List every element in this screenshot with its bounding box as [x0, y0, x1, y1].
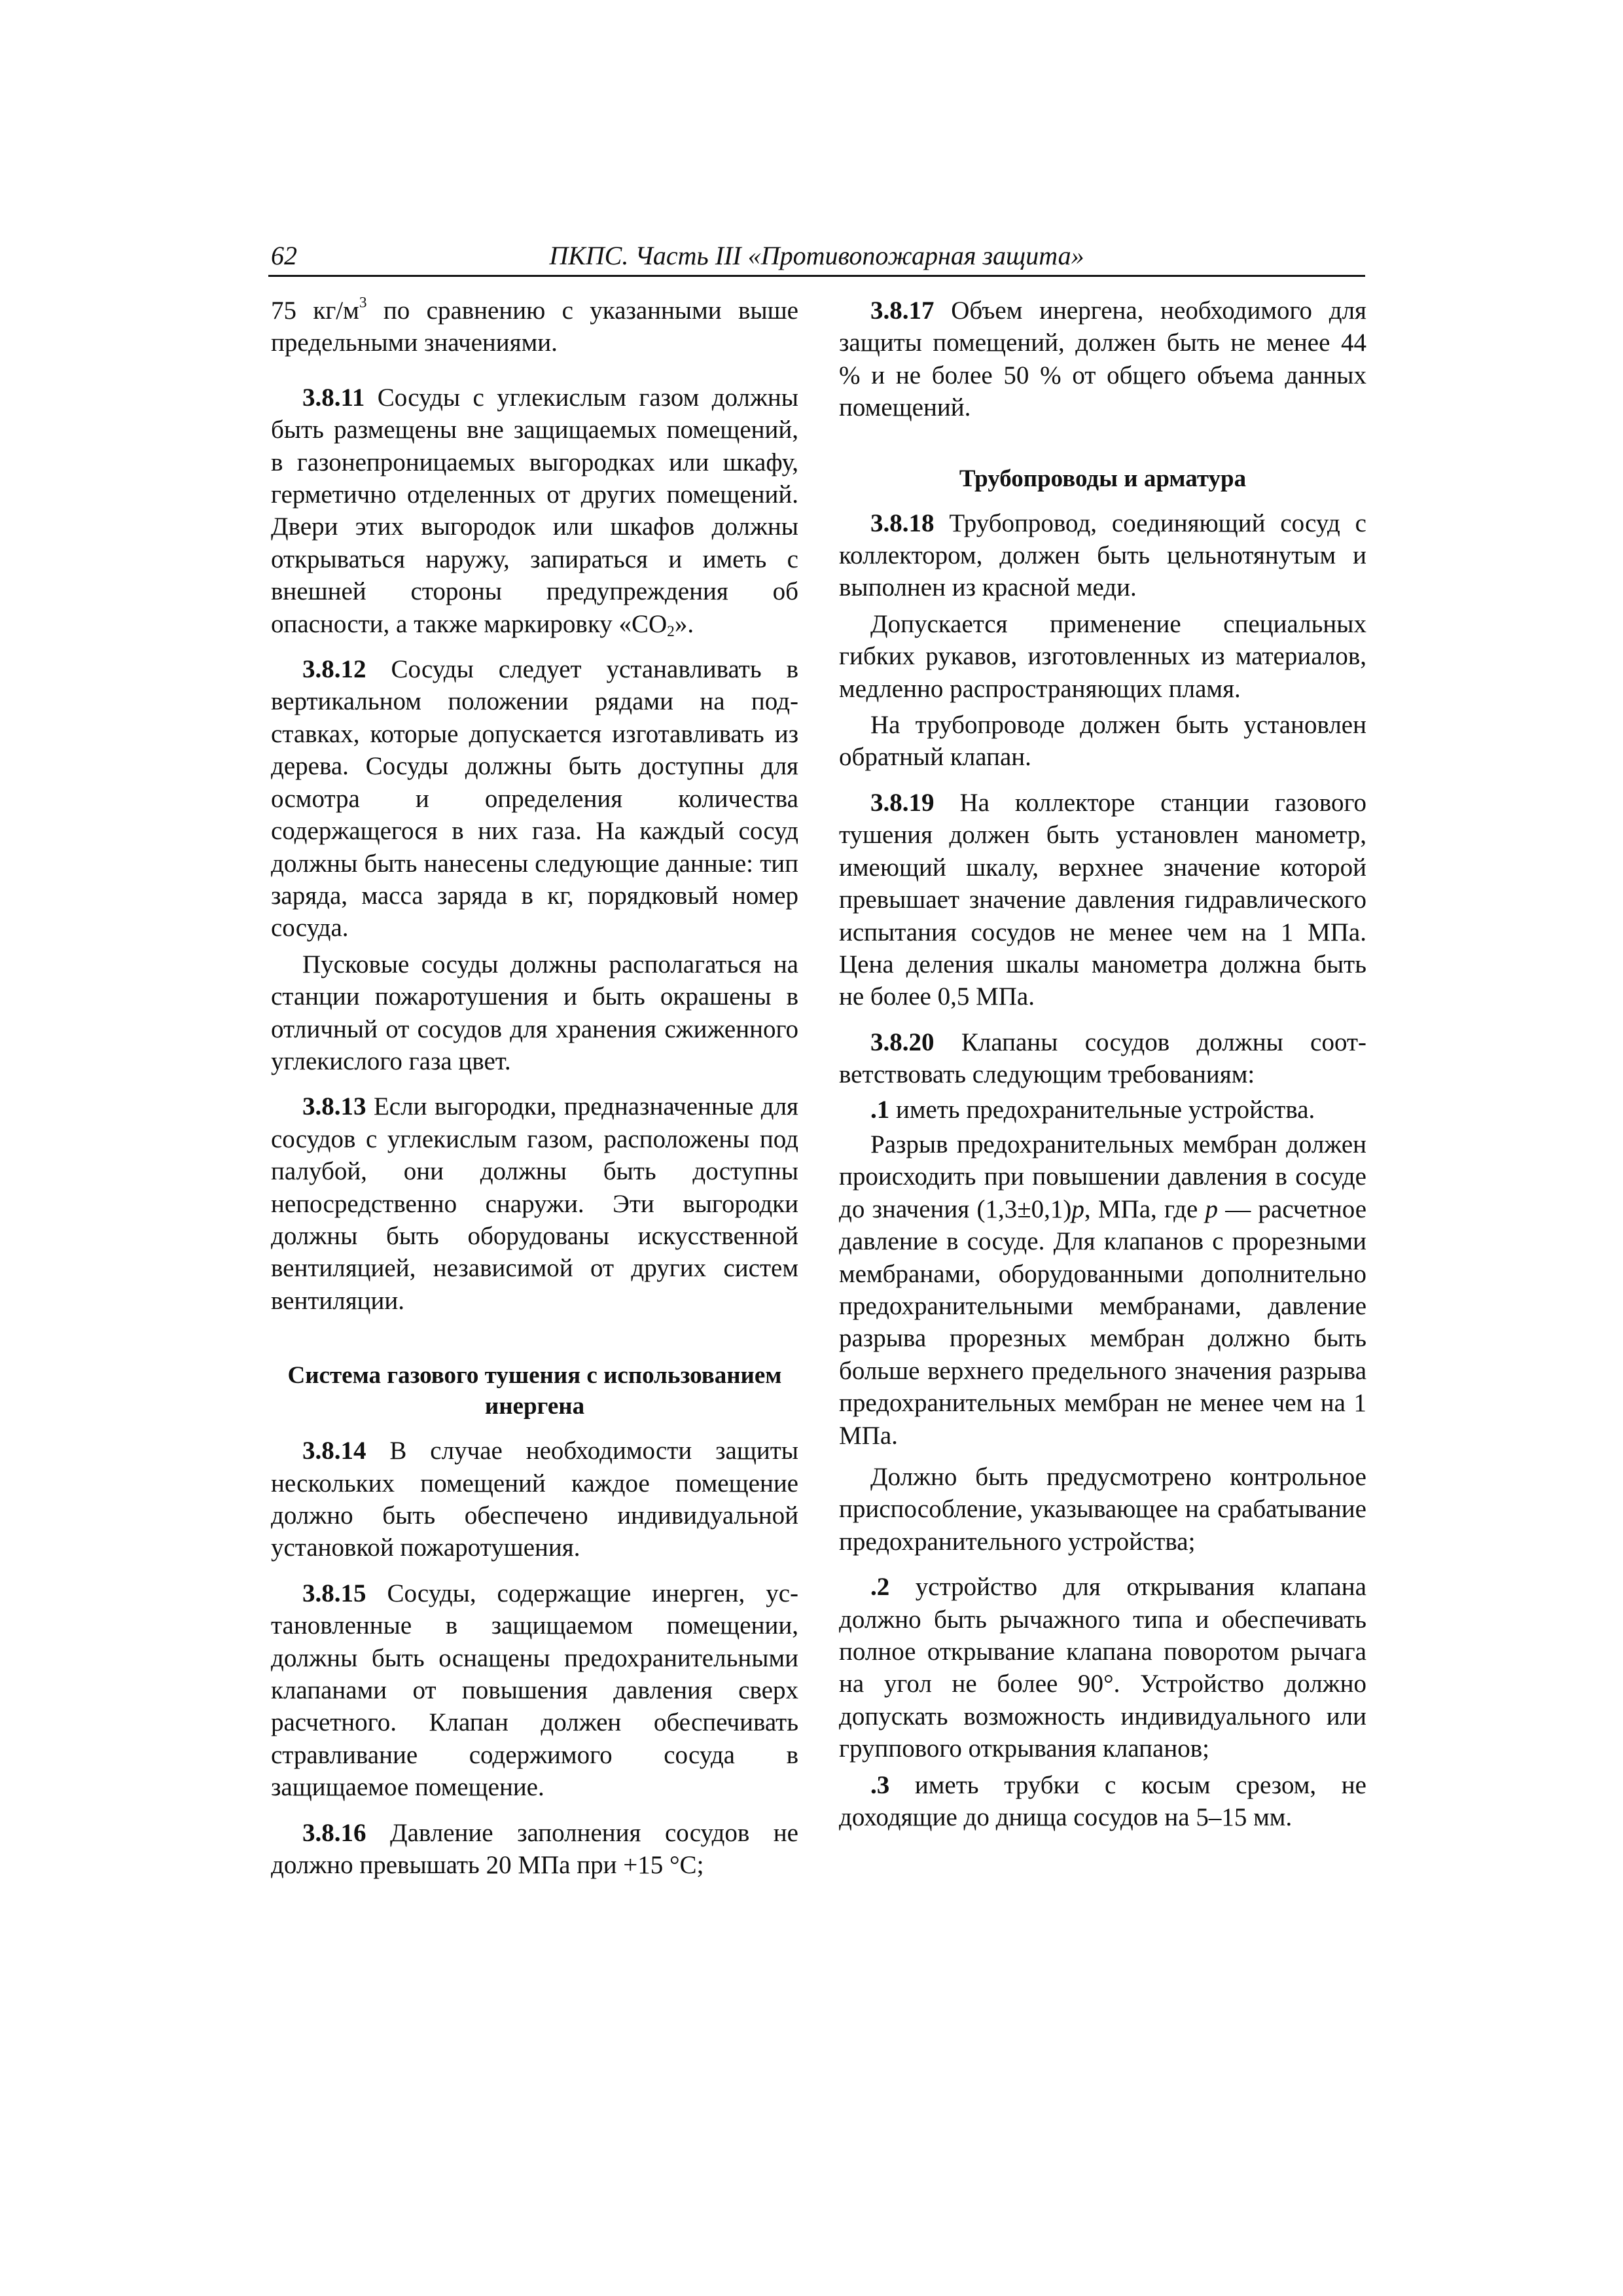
item-number: .1 [870, 1095, 890, 1124]
paragraph-text: , МПа, где [1084, 1194, 1205, 1223]
page-header [268, 237, 1365, 277]
paragraph-text: 75 кг/м [271, 296, 359, 325]
paragraph-text: Сосуды с углекислым газом должны быть размещены вне защищаемых помещений, в газонепроницаемых выгородках или шкафу, герметично отделенных от других помещений. Двери этих выгородок или шкафов должны открываться наружу, запираться и иметь с внешней стороны предупреждения об опасности, а также маркировку «CO [271, 383, 798, 638]
list-item-2 [839, 1571, 1366, 1765]
left-column [271, 295, 798, 1881]
paragraph-3-8-14 [271, 1435, 798, 1564]
section-number: 3.8.15 [302, 1579, 366, 1607]
paragraph-continuation [271, 295, 798, 359]
subscript: 2 [667, 622, 675, 640]
item-number: .3 [870, 1770, 890, 1799]
paragraph-3-8-18 [839, 507, 1366, 604]
list-item-1 [839, 1094, 1366, 1126]
paragraph-start-vessels: Пусковые сосуды должны располагаться на станции пожаротушения и быть окрашены в отличный от сосудов для хранения сжиженного углекислого газа цвет. [271, 950, 798, 1075]
paragraph-text: Клапаны сосудов должны соответствовать следующим требованиям: [839, 1028, 1366, 1089]
paragraph-3-8-15 [271, 1577, 798, 1804]
paragraph-3-8-13 [271, 1090, 798, 1317]
paragraph-text: Разрыв предохранительных мембран должен происходить при повышении давления в сосуде до значения (1,3±0,1) [839, 1130, 1366, 1223]
section-number: 3.8.18 [870, 509, 935, 537]
item-number: .2 [870, 1573, 890, 1602]
paragraph-text: Давление заполнения сосудов не должно превышать 20 МПа при +15 °С; [271, 1818, 798, 1880]
pressure-symbol: p [1205, 1194, 1219, 1223]
paragraph-text: В случае необходимости защиты нескольких помещений каждое помещение должно быть обеспечено индивидуальной установкой пожаротушения. [271, 1437, 798, 1562]
paragraph-check-valve: На трубопроводе должен быть установлен обратный клапан. [839, 711, 1366, 772]
paragraph-text: — расчетное давление в сосуде. Для клапанов с прорезными мембранами, оборудованными дополнительно предохранительными мембранами, давление разрыва прорезных мембран должно быть больше верхнего предельного значения разрыва предохранительных мембран не менее чем на 1 МПа. [839, 1194, 1366, 1450]
section-number: 3.8.16 [302, 1818, 366, 1847]
paragraph-3-8-19 [839, 787, 1366, 1013]
right-column [839, 295, 1366, 1833]
paragraph-text: На коллекторе станции газового тушения должен быть установлен манометр, имеющий шкалу, верхнее значение которой превышает значение давления гидравлического испытания сосудов не менее чем на 1 МПа. Цена деления шкалы манометра должна быть не более 0,5 МПа. [839, 788, 1366, 1011]
paragraph-3-8-11 [271, 382, 798, 640]
section-number: 3.8.19 [870, 788, 935, 817]
section-number: 3.8.17 [870, 296, 935, 325]
paragraph-text: устройство для открывания клапана должно быть рычажного типа и обеспечивать полное открывание клапана поворотом рычага на угол не более 90°. Устройство должно допускать возможность индивидуального или группового открывания клапанов; [839, 1573, 1366, 1763]
running-title: ПКПС. Часть III «Противопожарная защита» [549, 241, 1084, 270]
section-number: 3.8.14 [302, 1437, 366, 1465]
section-number: 3.8.13 [302, 1092, 366, 1121]
page-number: 62 [271, 241, 297, 270]
section-heading-pipelines: Трубопроводы и арматура [959, 465, 1247, 492]
list-item-3 [839, 1769, 1366, 1834]
paragraph-text: по сравнению с указанными выше предельными значениями. [271, 296, 798, 357]
paragraph-control-device: Должно быть предусмотрено контрольное приспособление, указывающее на срабатывание предохранительного устройства; [839, 1463, 1366, 1556]
paragraph-3-8-20 [839, 1026, 1366, 1091]
section-number: 3.8.11 [302, 383, 365, 412]
section-heading-inergen: Система газового тушения с использованием инергена [287, 1362, 782, 1420]
paragraph-text: Если выгородки, предназначенные для сосудов с углекислым газом, расположены под палубой, они должны быть доступны непосредственно снаружи. Эти выгородки должны быть оборудованы искусственной вентиляцией, независимой от других систем вентиляции. [271, 1092, 798, 1315]
pressure-symbol: p [1071, 1194, 1084, 1223]
paragraph-text: Сосуды, содержащие инерген, установленные в защищаемом помещении, должны быть оснащены предохранительными клапанами от повышения давления сверх расчетного. Клапан должен обеспечивать стравливание содержимого сосуда в защищаемое помещение. [271, 1579, 798, 1802]
paragraph-3-8-17 [839, 295, 1366, 424]
paragraph-text: иметь трубки с косым срезом, не доходящие до днища сосудов на 5–15 мм. [839, 1770, 1366, 1832]
paragraph-flexible-hoses: Допускается применение специальных гибких рукавов, изготовленных из материалов, медленно распространяющих пламя. [839, 609, 1366, 703]
paragraph-text: Объем инергена, необходимого для защиты помещений, должен быть не менее 44 % и не более 50 % от общего объема данных помещений. [839, 296, 1366, 422]
paragraph-text: иметь предохранительные устройства. [889, 1095, 1315, 1124]
paragraph-membrane-rupture [839, 1128, 1366, 1452]
paragraph-3-8-12 [271, 653, 798, 944]
paragraph-text: Сосуды следует устанавливать в вертикальном положении рядами на подставках, которые допускается изготавливать из дерева. Сосуды должны быть доступны для осмотра и определения количества содержащегося в них газа. На каждый сосуд должны быть нанесены следующие данные: тип заряда, масса заряда в кг, порядковый номер сосуда. [271, 655, 798, 942]
paragraph-text: ». [674, 609, 694, 638]
superscript: 3 [359, 294, 367, 312]
paragraph-text: Трубопровод, соединяющий сосуд с коллектором, должен быть цельнотянутым и выполнен из красной меди. [839, 509, 1366, 602]
paragraph-3-8-16 [271, 1817, 798, 1882]
section-number: 3.8.12 [302, 655, 366, 684]
section-number: 3.8.20 [870, 1028, 935, 1056]
